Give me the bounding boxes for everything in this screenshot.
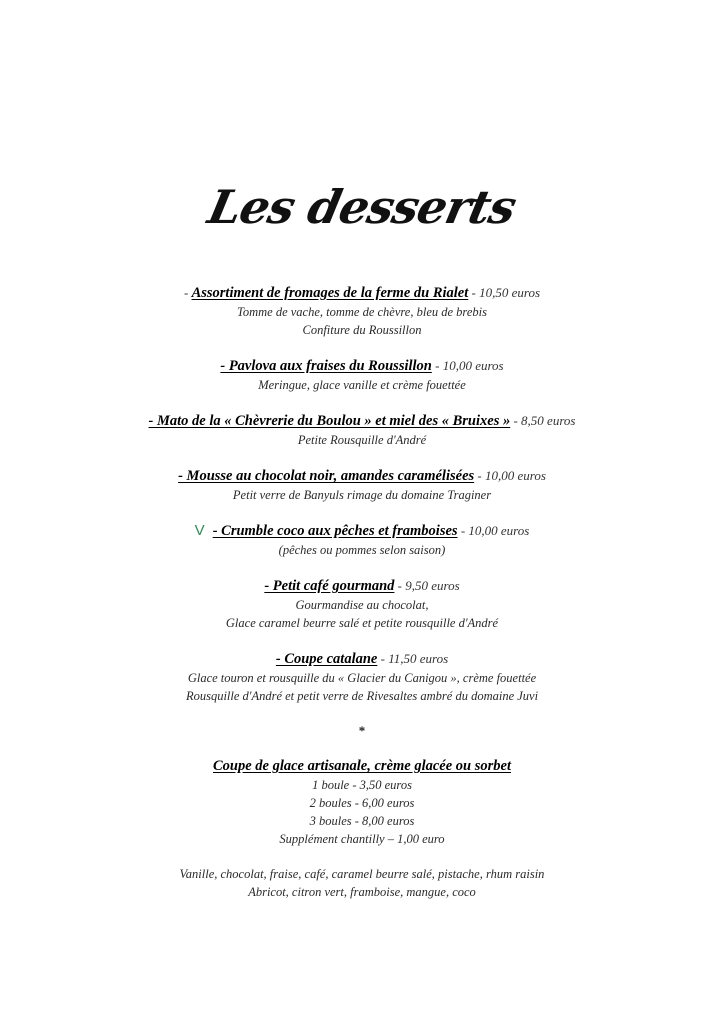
page-title: Les desserts — [203, 180, 521, 234]
item-price: - 10,00 euros — [457, 523, 530, 538]
ice-cream-flavours — [0, 865, 724, 901]
menu-item-pavlova — [0, 356, 724, 394]
menu-item-cafe-gourmand — [0, 576, 724, 632]
menu-item-title-line — [0, 411, 724, 431]
item-name: - Coupe catalane — [275, 651, 378, 667]
ice-cream-section — [0, 756, 724, 901]
item-description: Glace touron et rousquille du « Glacier du Canigou », crème fouettée — [187, 671, 537, 685]
menu-item-title-line — [0, 649, 724, 669]
item-name: - Pavlova aux fraises du Roussillon — [220, 358, 432, 374]
item-price: - 10,50 euros — [468, 285, 541, 300]
item-description: Confiture du Roussillon — [302, 323, 422, 337]
item-description: Tomme de vache, tomme de chèvre, bleu de brebis — [237, 305, 487, 319]
flavour-list: Vanille, chocolat, fraise, café, caramel beurre salé, pistache, rhum raisin — [179, 867, 545, 881]
menu-item-title-line — [0, 356, 724, 376]
ice-cream-option: Supplément chantilly – 1,00 euro — [279, 832, 445, 846]
menu-item-cheese-assortment — [0, 283, 724, 339]
item-name: - Mato de la « Chèvrerie du Boulou » et miel des « Bruixes » — [148, 413, 511, 429]
menu-item-title-line — [0, 466, 724, 486]
item-price: - 11,50 euros — [377, 651, 449, 666]
ice-cream-option: 2 boules - 6,00 euros — [309, 796, 415, 810]
menu-item-title-line — [0, 283, 724, 303]
item-description: (pêches ou pommes selon saison) — [278, 543, 446, 557]
menu-item-chocolate-mousse — [0, 466, 724, 504]
item-prefix: - — [183, 285, 192, 300]
item-description: Petit verre de Banyuls rimage du domaine Traginer — [232, 488, 492, 502]
menu-item-crumble — [0, 521, 724, 559]
flavour-list: Abricot, citron vert, framboise, mangue, coco — [248, 885, 476, 899]
item-price: - 8,50 euros — [510, 413, 576, 428]
item-description: Gourmandise au chocolat, — [295, 598, 429, 612]
section-separator: * — [358, 723, 366, 738]
item-description: Meringue, glace vanille et crème fouettée — [258, 378, 466, 392]
item-price: - 10,00 euros — [431, 358, 504, 373]
ice-cream-option: 3 boules - 8,00 euros — [309, 814, 415, 828]
menu-item-coupe-catalane — [0, 649, 724, 705]
menu-item-mato — [0, 411, 724, 449]
item-description: Glace caramel beurre salé et petite rousquille d'André — [225, 616, 499, 630]
ice-cream-option: 1 boule - 3,50 euros — [312, 778, 412, 792]
menu-item-title-line — [0, 521, 724, 541]
item-name: - Mousse au chocolat noir, amandes caramélisées — [178, 468, 475, 484]
item-name: Assortiment de fromages de la ferme du Rialet — [191, 285, 469, 301]
vegetarian-mark-icon: V — [194, 522, 205, 539]
dessert-menu — [0, 283, 724, 901]
item-name: - Petit café gourmand — [264, 578, 395, 594]
ice-cream-heading: Coupe de glace artisanale, crème glacée ou sorbet — [212, 758, 511, 774]
item-name: - Crumble coco aux pêches et framboises — [212, 523, 458, 539]
item-description: Petite Rousquille d'André — [297, 433, 427, 447]
item-price: - 10,00 euros — [474, 468, 546, 483]
menu-item-title-line — [0, 576, 724, 596]
item-price: - 9,50 euros — [394, 578, 460, 593]
item-description: Rousquille d'André et petit verre de Rivesaltes ambré du domaine Juvi — [185, 689, 539, 703]
